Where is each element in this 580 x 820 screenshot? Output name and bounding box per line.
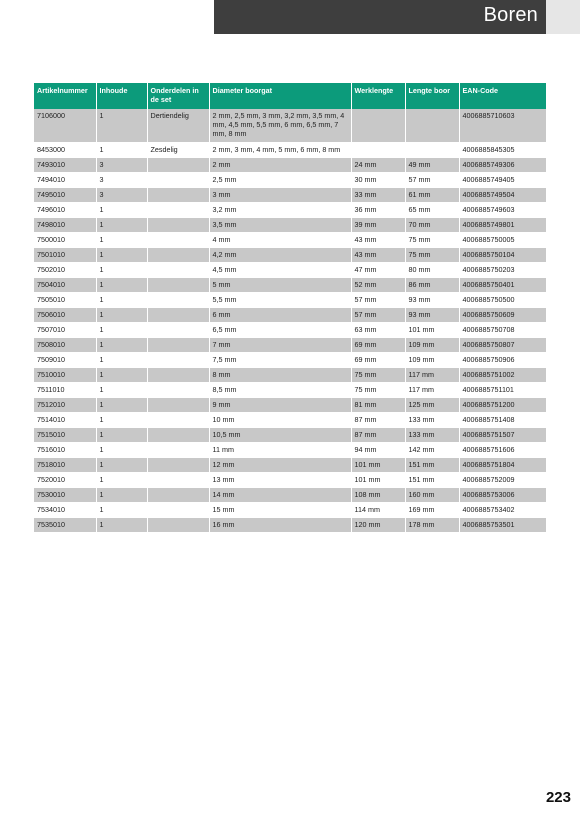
onderdelen-cell: Dertiendelig [147, 109, 209, 143]
artikelnummer-cell: 7494010 [34, 173, 96, 188]
artikelnummer-cell: 7511010 [34, 383, 96, 398]
werklengte-cell: 69 mm [351, 353, 405, 368]
inhoude-cell: 1 [96, 308, 147, 323]
table-row [34, 443, 546, 458]
table-row [34, 293, 546, 308]
column-header-diameter: Diameter boorgat [209, 83, 351, 109]
ean-code-cell: 4006885750401 [459, 278, 546, 293]
table-row [34, 368, 546, 383]
werklengte-cell: 108 mm [351, 488, 405, 503]
werklengte-cell: 63 mm [351, 323, 405, 338]
table-header-row [34, 83, 546, 109]
ean-code-cell: 4006885751200 [459, 398, 546, 413]
product-spec-table [34, 83, 547, 533]
onderdelen-cell [147, 218, 209, 233]
inhoude-cell: 1 [96, 203, 147, 218]
diameter-cell: 4,5 mm [209, 263, 351, 278]
artikelnummer-cell: 7535010 [34, 518, 96, 533]
artikelnummer-cell: 8453000 [34, 143, 96, 158]
header-accent-block [546, 0, 580, 34]
onderdelen-cell [147, 473, 209, 488]
artikelnummer-cell: 7515010 [34, 428, 96, 443]
lengte-boor-cell: 133 mm [405, 428, 459, 443]
chapter-header-bar [214, 0, 546, 34]
diameter-cell: 6,5 mm [209, 323, 351, 338]
lengte-boor-cell: 49 mm [405, 158, 459, 173]
onderdelen-cell [147, 248, 209, 263]
ean-code-cell: 4006885750005 [459, 233, 546, 248]
diameter-cell: 9 mm [209, 398, 351, 413]
ean-code-cell: 4006885750807 [459, 338, 546, 353]
ean-code-cell: 4006885751606 [459, 443, 546, 458]
artikelnummer-cell: 7512010 [34, 398, 96, 413]
inhoude-cell: 1 [96, 338, 147, 353]
inhoude-cell: 1 [96, 458, 147, 473]
table-row [34, 188, 546, 203]
inhoude-cell: 1 [96, 263, 147, 278]
inhoude-cell: 1 [96, 143, 147, 158]
onderdelen-cell [147, 428, 209, 443]
werklengte-cell: 94 mm [351, 443, 405, 458]
diameter-cell: 5 mm [209, 278, 351, 293]
inhoude-cell: 1 [96, 383, 147, 398]
onderdelen-cell [147, 413, 209, 428]
werklengte-cell: 36 mm [351, 203, 405, 218]
artikelnummer-cell: 7509010 [34, 353, 96, 368]
onderdelen-cell [147, 323, 209, 338]
werklengte-cell: 24 mm [351, 158, 405, 173]
table-row [34, 458, 546, 473]
werklengte-cell: 101 mm [351, 458, 405, 473]
ean-code-cell: 4006885750906 [459, 353, 546, 368]
ean-code-cell: 4006885753501 [459, 518, 546, 533]
lengte-boor-cell: 80 mm [405, 263, 459, 278]
werklengte-cell: 57 mm [351, 293, 405, 308]
inhoude-cell: 1 [96, 278, 147, 293]
diameter-cell: 4 mm [209, 233, 351, 248]
diameter-cell: 4,2 mm [209, 248, 351, 263]
table-row [34, 338, 546, 353]
inhoude-cell: 1 [96, 248, 147, 263]
diameter-cell: 2 mm [209, 158, 351, 173]
ean-code-cell: 4006885750104 [459, 248, 546, 263]
table-row [34, 308, 546, 323]
inhoude-cell: 1 [96, 398, 147, 413]
diameter-cell: 12 mm [209, 458, 351, 473]
diameter-cell: 16 mm [209, 518, 351, 533]
ean-code-cell: 4006885750609 [459, 308, 546, 323]
diameter-cell: 5,5 mm [209, 293, 351, 308]
lengte-boor-cell [405, 143, 459, 158]
lengte-boor-cell [405, 109, 459, 143]
inhoude-cell: 1 [96, 473, 147, 488]
inhoude-cell: 1 [96, 518, 147, 533]
page-number: 223 [545, 789, 571, 806]
onderdelen-cell [147, 293, 209, 308]
diameter-cell: 10 mm [209, 413, 351, 428]
inhoude-cell: 1 [96, 353, 147, 368]
lengte-boor-cell: 169 mm [405, 503, 459, 518]
lengte-boor-cell: 65 mm [405, 203, 459, 218]
lengte-boor-cell: 75 mm [405, 248, 459, 263]
onderdelen-cell [147, 173, 209, 188]
werklengte-cell: 57 mm [351, 308, 405, 323]
onderdelen-cell [147, 188, 209, 203]
onderdelen-cell [147, 488, 209, 503]
lengte-boor-cell: 142 mm [405, 443, 459, 458]
werklengte-cell: 81 mm [351, 398, 405, 413]
ean-code-cell: 4006885751101 [459, 383, 546, 398]
ean-code-cell: 4006885749306 [459, 158, 546, 173]
diameter-cell: 8,5 mm [209, 383, 351, 398]
werklengte-cell: 43 mm [351, 248, 405, 263]
ean-code-cell: 4006885750203 [459, 263, 546, 278]
table-row [34, 218, 546, 233]
lengte-boor-cell: 125 mm [405, 398, 459, 413]
table-row [34, 383, 546, 398]
ean-code-cell: 4006885749603 [459, 203, 546, 218]
lengte-boor-cell: 117 mm [405, 383, 459, 398]
onderdelen-cell [147, 233, 209, 248]
table-row [34, 203, 546, 218]
ean-code-cell: 4006885750500 [459, 293, 546, 308]
inhoude-cell: 3 [96, 173, 147, 188]
table-row [34, 398, 546, 413]
diameter-cell: 14 mm [209, 488, 351, 503]
table-row [34, 278, 546, 293]
table-row [34, 488, 546, 503]
diameter-cell: 3 mm [209, 188, 351, 203]
diameter-cell: 7 mm [209, 338, 351, 353]
artikelnummer-cell: 7106000 [34, 109, 96, 143]
lengte-boor-cell: 93 mm [405, 293, 459, 308]
artikelnummer-cell: 7500010 [34, 233, 96, 248]
onderdelen-cell [147, 458, 209, 473]
werklengte-cell: 52 mm [351, 278, 405, 293]
table-row [34, 173, 546, 188]
onderdelen-cell [147, 503, 209, 518]
ean-code-cell: 4006885751002 [459, 368, 546, 383]
inhoude-cell: 1 [96, 323, 147, 338]
artikelnummer-cell: 7495010 [34, 188, 96, 203]
diameter-cell: 8 mm [209, 368, 351, 383]
ean-code-cell: 4006885845305 [459, 143, 546, 158]
ean-code-cell: 4006885750708 [459, 323, 546, 338]
artikelnummer-cell: 7518010 [34, 458, 96, 473]
lengte-boor-cell: 178 mm [405, 518, 459, 533]
werklengte-cell [351, 109, 405, 143]
inhoude-cell: 1 [96, 503, 147, 518]
table-row [34, 353, 546, 368]
diameter-cell: 6 mm [209, 308, 351, 323]
lengte-boor-cell: 75 mm [405, 233, 459, 248]
lengte-boor-cell: 70 mm [405, 218, 459, 233]
werklengte-cell: 30 mm [351, 173, 405, 188]
onderdelen-cell [147, 398, 209, 413]
inhoude-cell: 3 [96, 188, 147, 203]
werklengte-cell: 101 mm [351, 473, 405, 488]
werklengte-cell: 69 mm [351, 338, 405, 353]
lengte-boor-cell: 117 mm [405, 368, 459, 383]
lengte-boor-cell: 151 mm [405, 458, 459, 473]
artikelnummer-cell: 7498010 [34, 218, 96, 233]
onderdelen-cell [147, 158, 209, 173]
table-row [34, 233, 546, 248]
artikelnummer-cell: 7534010 [34, 503, 96, 518]
werklengte-cell: 47 mm [351, 263, 405, 278]
lengte-boor-cell: 86 mm [405, 278, 459, 293]
inhoude-cell: 1 [96, 109, 147, 143]
artikelnummer-cell: 7502010 [34, 263, 96, 278]
diameter-cell: 3,5 mm [209, 218, 351, 233]
column-header-artikelnummer: Artikelnummer [34, 83, 96, 109]
ean-code-cell: 4006885751507 [459, 428, 546, 443]
artikelnummer-cell: 7516010 [34, 443, 96, 458]
diameter-cell: 2 mm, 2,5 mm, 3 mm, 3,2 mm, 3,5 mm, 4 mm, 4,5 mm, 5,5 mm, 6 mm, 6,5 mm, 7 mm, 8 mm [209, 109, 351, 143]
inhoude-cell: 3 [96, 158, 147, 173]
inhoude-cell: 1 [96, 293, 147, 308]
werklengte-cell: 114 mm [351, 503, 405, 518]
inhoude-cell: 1 [96, 488, 147, 503]
artikelnummer-cell: 7530010 [34, 488, 96, 503]
ean-code-cell: 4006885749504 [459, 188, 546, 203]
ean-code-cell: 4006885751804 [459, 458, 546, 473]
diameter-cell: 3,2 mm [209, 203, 351, 218]
lengte-boor-cell: 93 mm [405, 308, 459, 323]
table-row [34, 518, 546, 533]
table-row [34, 413, 546, 428]
artikelnummer-cell: 7520010 [34, 473, 96, 488]
onderdelen-cell [147, 263, 209, 278]
onderdelen-cell: Zesdelig [147, 143, 209, 158]
onderdelen-cell [147, 308, 209, 323]
werklengte-cell: 75 mm [351, 368, 405, 383]
artikelnummer-cell: 7504010 [34, 278, 96, 293]
artikelnummer-cell: 7510010 [34, 368, 96, 383]
table-row [34, 503, 546, 518]
ean-code-cell: 4006885753402 [459, 503, 546, 518]
column-header-inhoude: Inhoude [96, 83, 147, 109]
diameter-cell: 7,5 mm [209, 353, 351, 368]
onderdelen-cell [147, 368, 209, 383]
column-header-ean: EAN-Code [459, 83, 546, 109]
column-header-onderdelen: Onderdelen in de set [147, 83, 209, 109]
artikelnummer-cell: 7507010 [34, 323, 96, 338]
table-row [34, 248, 546, 263]
lengte-boor-cell: 57 mm [405, 173, 459, 188]
lengte-boor-cell: 160 mm [405, 488, 459, 503]
artikelnummer-cell: 7501010 [34, 248, 96, 263]
table-row [34, 428, 546, 443]
onderdelen-cell [147, 353, 209, 368]
artikelnummer-cell: 7505010 [34, 293, 96, 308]
table-row [34, 323, 546, 338]
column-header-werklengte: Werklengte [351, 83, 405, 109]
onderdelen-cell [147, 278, 209, 293]
inhoude-cell: 1 [96, 443, 147, 458]
table-row [34, 109, 546, 143]
werklengte-cell: 43 mm [351, 233, 405, 248]
lengte-boor-cell: 109 mm [405, 353, 459, 368]
diameter-cell: 11 mm [209, 443, 351, 458]
diameter-cell: 15 mm [209, 503, 351, 518]
lengte-boor-cell: 151 mm [405, 473, 459, 488]
diameter-cell: 2 mm, 3 mm, 4 mm, 5 mm, 6 mm, 8 mm [209, 143, 351, 158]
inhoude-cell: 1 [96, 218, 147, 233]
werklengte-cell: 39 mm [351, 218, 405, 233]
artikelnummer-cell: 7508010 [34, 338, 96, 353]
werklengte-cell: 87 mm [351, 413, 405, 428]
table-row [34, 473, 546, 488]
werklengte-cell: 87 mm [351, 428, 405, 443]
inhoude-cell: 1 [96, 368, 147, 383]
werklengte-cell [351, 143, 405, 158]
ean-code-cell: 4006885752009 [459, 473, 546, 488]
table-row [34, 143, 546, 158]
lengte-boor-cell: 61 mm [405, 188, 459, 203]
lengte-boor-cell: 109 mm [405, 338, 459, 353]
ean-code-cell: 4006885749405 [459, 173, 546, 188]
onderdelen-cell [147, 518, 209, 533]
werklengte-cell: 75 mm [351, 383, 405, 398]
diameter-cell: 2,5 mm [209, 173, 351, 188]
werklengte-cell: 120 mm [351, 518, 405, 533]
inhoude-cell: 1 [96, 233, 147, 248]
diameter-cell: 10,5 mm [209, 428, 351, 443]
column-header-lengte-boor: Lengte boor [405, 83, 459, 109]
onderdelen-cell [147, 338, 209, 353]
table-body [34, 109, 546, 533]
artikelnummer-cell: 7514010 [34, 413, 96, 428]
artikelnummer-cell: 7496010 [34, 203, 96, 218]
artikelnummer-cell: 7506010 [34, 308, 96, 323]
werklengte-cell: 33 mm [351, 188, 405, 203]
lengte-boor-cell: 101 mm [405, 323, 459, 338]
inhoude-cell: 1 [96, 428, 147, 443]
ean-code-cell: 4006885749801 [459, 218, 546, 233]
table-row [34, 263, 546, 278]
ean-code-cell: 4006885751408 [459, 413, 546, 428]
lengte-boor-cell: 133 mm [405, 413, 459, 428]
table-row [34, 158, 546, 173]
ean-code-cell: 4006885710603 [459, 109, 546, 143]
ean-code-cell: 4006885753006 [459, 488, 546, 503]
diameter-cell: 13 mm [209, 473, 351, 488]
inhoude-cell: 1 [96, 413, 147, 428]
onderdelen-cell [147, 443, 209, 458]
onderdelen-cell [147, 383, 209, 398]
chapter-title: Boren [483, 4, 538, 26]
onderdelen-cell [147, 203, 209, 218]
artikelnummer-cell: 7493010 [34, 158, 96, 173]
